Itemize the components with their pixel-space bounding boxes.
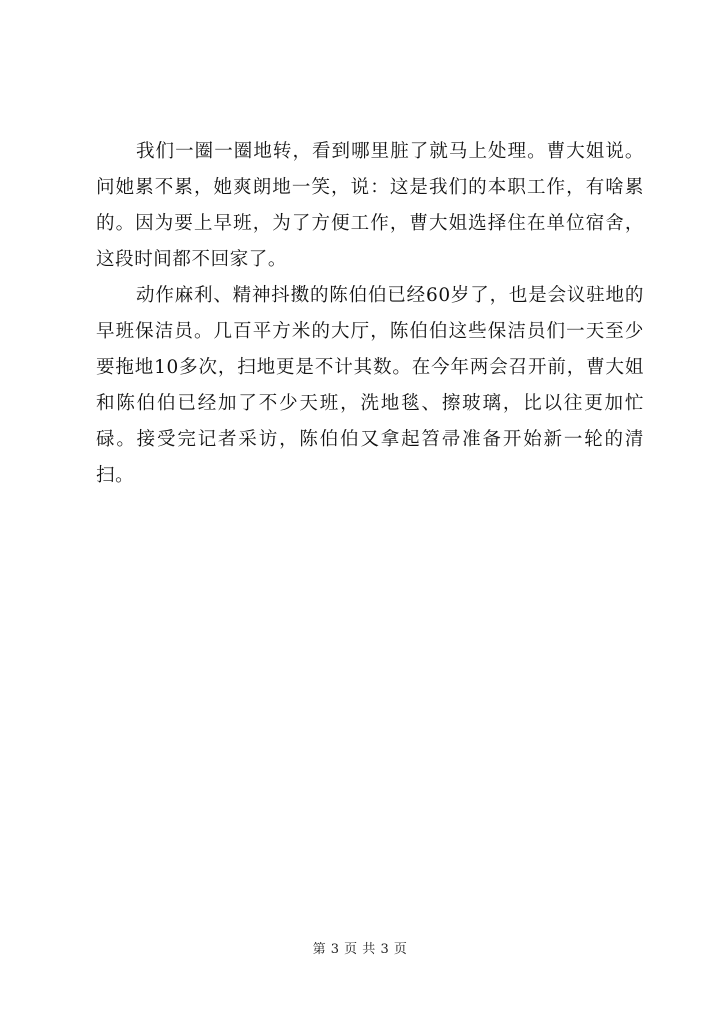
document-body: [96, 134, 644, 494]
paragraph-2: 动作麻利、精神抖擞的陈伯伯已经60岁了，也是会议驻地的早班保洁员。几百平方米的大厅，陈伯伯这些保洁员们一天至少要拖地10多次，扫地更是不计其数。在今年两会召开前，曹大姐和陈伯伯已经加了不少天班，洗地毯、擦玻璃，比以往更加忙碌。接受完记者采访，陈伯伯又拿起笤帚准备开始新一轮的清扫。: [96, 285, 644, 486]
paragraph-1: 我们一圈一圈地转，看到哪里脏了就马上处理。曹大姐说。问她累不累，她爽朗地一笑，说：这是我们的本职工作，有啥累的。因为要上早班，为了方便工作，曹大姐选择住在单位宿舍，这段时间都不回家了。: [96, 141, 644, 270]
page-number-footer: 第 3 页 共 3 页: [312, 942, 408, 957]
